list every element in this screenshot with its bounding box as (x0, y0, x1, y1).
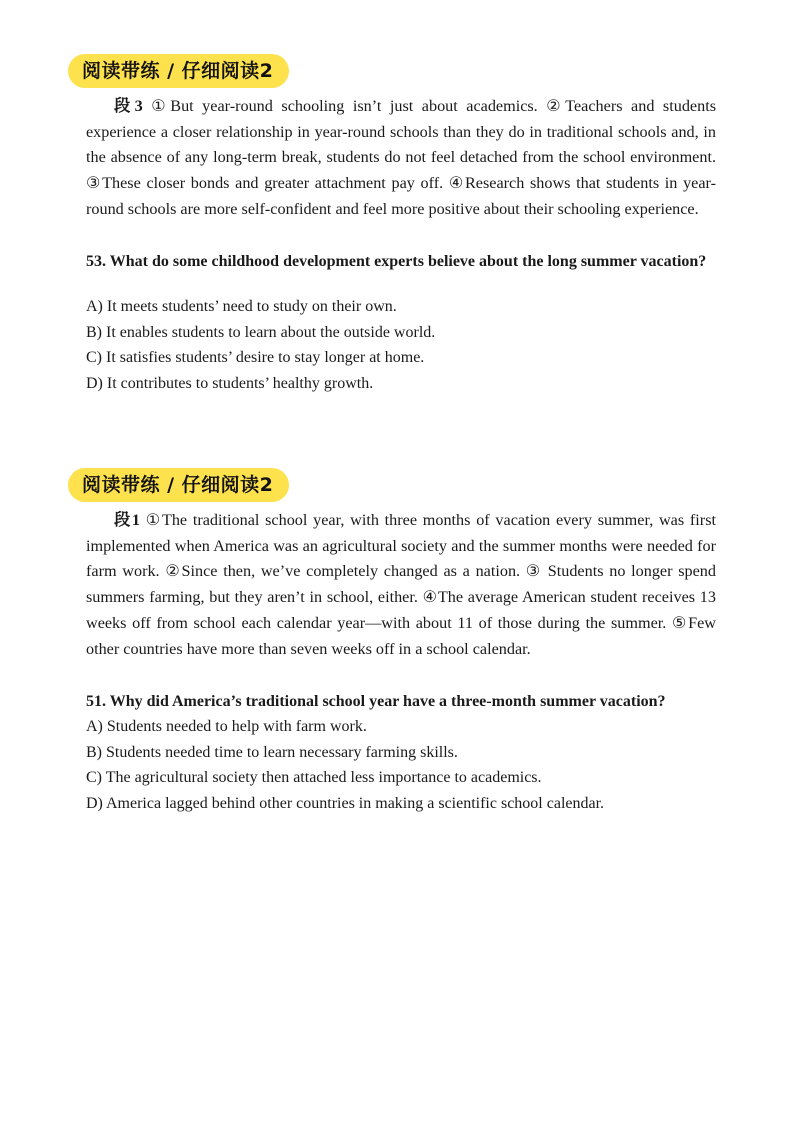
option-b: B) Students needed time to learn necessary farming skills. (86, 743, 458, 761)
answer-options (86, 714, 726, 817)
section-tag: 阅读带练 / 仔细阅读2 (68, 468, 289, 502)
option-d: D) It contributes to students’ healthy growth. (86, 375, 374, 393)
section-tag: 阅读带练 / 仔细阅读2 (68, 54, 289, 88)
question-text: 53. What do some childhood development experts believe about the long summer vacation? (86, 253, 707, 270)
option-a: A) Students needed to help with farm work. (86, 718, 367, 735)
answer-options (86, 294, 726, 397)
option-b: B) It enables students to learn about the outside world. (86, 323, 436, 341)
option-c: C) The agricultural society then attached less importance to academics. (86, 769, 542, 787)
passage-text: ①The traditional school year, with three months of vacation every summer, was first implemented when America was an agricultural society and the summer months were needed for farm work. ②Since then, we’ve completely changed as a nation. ③ Students no longer spend summers farming, but they aren’t in school, either. ④The average American student receives 13 weeks off from school each calendar year—with about 11 of those during the summer. ⑤Few other countries have more than seven weeks off in a school calendar. (86, 511, 716, 658)
question-text: 51. Why did America’s traditional school year have a three-month summer vacation? (86, 693, 666, 710)
paragraph-label: 段1 (114, 511, 140, 529)
passage-paragraph (86, 94, 716, 223)
passage-text: ①But year-round schooling isn’t just about academics. ②Teachers and students experience a closer relationship in year-round schools than they do in traditional schools and, in the absence of any long-term break, students do not feel detached from the school environment. ③These closer bonds and greater attachment pay off. ④Research shows that students in year-round schools are more self-confident and feel more positive about their schooling experience. (86, 97, 716, 218)
option-d: D) America lagged behind other countries in making a scientific school calendar. (86, 795, 605, 813)
option-c: C) It satisfies students’ desire to stay longer at home. (86, 349, 425, 367)
option-a: A) It meets students’ need to study on their own. (86, 298, 397, 315)
paragraph-label: 段3 (114, 97, 143, 115)
passage-paragraph (86, 508, 716, 662)
